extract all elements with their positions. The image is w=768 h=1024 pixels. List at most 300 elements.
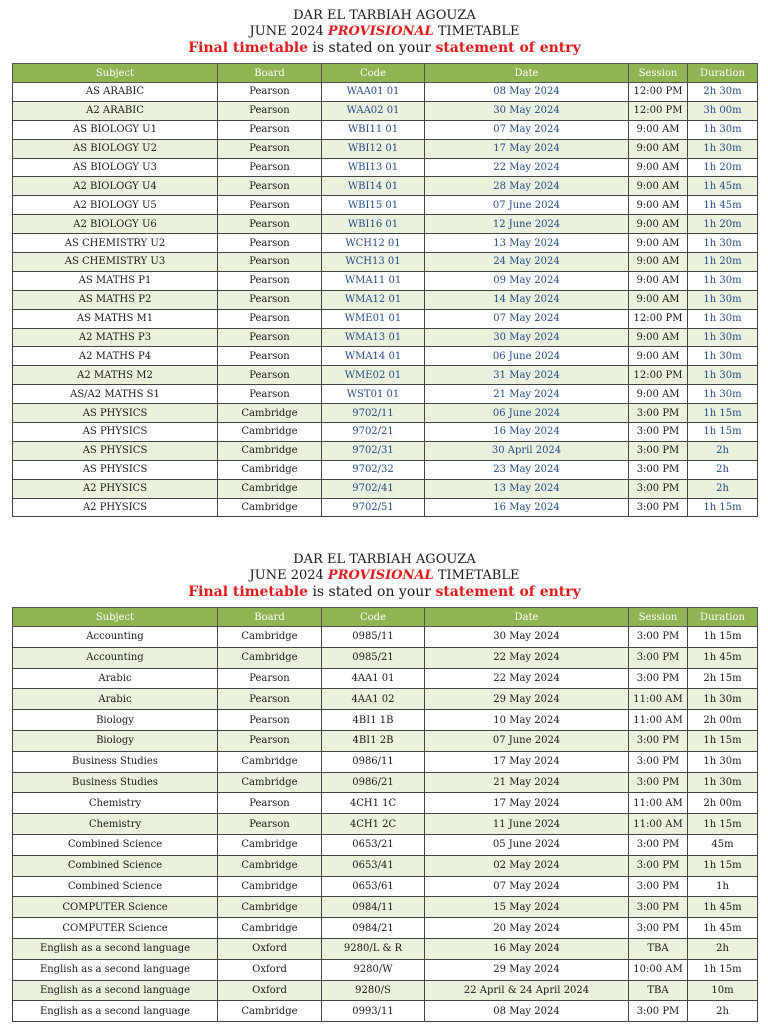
date-cell: 08 May 2024	[425, 83, 629, 102]
board-cell: Pearson	[218, 689, 322, 710]
column-header-date: Date	[425, 64, 629, 83]
date-cell: 31 May 2024	[425, 366, 629, 385]
duration-cell: 1h 45m	[688, 196, 758, 215]
session-cell: 9:00 AM	[629, 215, 688, 234]
final-timetable-text: Final timetable	[188, 40, 308, 56]
table-row	[13, 423, 758, 442]
duration-cell: 2h 00m	[688, 710, 758, 731]
board-cell: Cambridge	[218, 1001, 322, 1022]
session-cell: 3:00 PM	[629, 897, 688, 918]
subject-cell: A2 MATHS P4	[13, 347, 218, 366]
duration-cell: 2h	[688, 938, 758, 959]
subject-cell: AS PHYSICS	[13, 460, 218, 479]
code-cell: 4AA1 02	[322, 689, 425, 710]
date-cell: 24 May 2024	[425, 253, 629, 272]
session-cell: 3:00 PM	[629, 479, 688, 498]
date-cell: 30 April 2024	[425, 441, 629, 460]
column-header-duration: Duration	[688, 64, 758, 83]
subject-cell: AS/A2 MATHS S1	[13, 385, 218, 404]
session-cell: 3:00 PM	[629, 668, 688, 689]
subject-cell: Arabic	[13, 689, 218, 710]
table-row	[13, 959, 758, 980]
duration-cell: 1h 30m	[688, 139, 758, 158]
code-cell: WBI13 01	[322, 158, 425, 177]
column-header-duration: Duration	[688, 608, 758, 627]
table-row	[13, 627, 758, 648]
date-cell: 14 May 2024	[425, 290, 629, 309]
date-cell: 21 May 2024	[425, 385, 629, 404]
code-cell: 9280/L & R	[322, 938, 425, 959]
table-row	[13, 793, 758, 814]
board-cell: Cambridge	[218, 647, 322, 668]
duration-cell: 1h 15m	[688, 423, 758, 442]
session-cell: 3:00 PM	[629, 441, 688, 460]
date-cell: 07 May 2024	[425, 120, 629, 139]
duration-cell: 1h 30m	[688, 328, 758, 347]
code-cell: 4CH1 2C	[322, 814, 425, 835]
subject-cell: A2 MATHS P3	[13, 328, 218, 347]
table-row	[13, 772, 758, 793]
board-cell: Pearson	[218, 271, 322, 290]
code-cell: WCH12 01	[322, 234, 425, 253]
subject-cell: AS PHYSICS	[13, 423, 218, 442]
code-cell: 0993/11	[322, 1001, 425, 1022]
duration-cell: 1h 30m	[688, 385, 758, 404]
session-cell: 11:00 AM	[629, 814, 688, 835]
session-cell: TBA	[629, 938, 688, 959]
subject-cell: Business Studies	[13, 751, 218, 772]
duration-cell: 10m	[688, 980, 758, 1001]
date-cell: 17 May 2024	[425, 751, 629, 772]
table-row	[13, 876, 758, 897]
subject-cell: A2 BIOLOGY U6	[13, 215, 218, 234]
subject-cell: A2 MATHS M2	[13, 366, 218, 385]
duration-cell: 2h 15m	[688, 668, 758, 689]
table-row	[13, 253, 758, 272]
code-cell: 9702/41	[322, 479, 425, 498]
board-cell: Cambridge	[218, 441, 322, 460]
timetable-section-1	[12, 0, 757, 517]
duration-cell: 1h 20m	[688, 253, 758, 272]
code-cell: 4BI1 2B	[322, 730, 425, 751]
code-cell: WBI16 01	[322, 215, 425, 234]
duration-cell: 1h 15m	[688, 814, 758, 835]
school-name: DAR EL TARBIAH AGOUZA	[293, 552, 476, 567]
session-cell: 9:00 AM	[629, 271, 688, 290]
code-cell: WME02 01	[322, 366, 425, 385]
table-row	[13, 751, 758, 772]
table-row	[13, 309, 758, 328]
subject-cell: English as a second language	[13, 938, 218, 959]
table-row	[13, 83, 758, 102]
duration-cell: 45m	[688, 834, 758, 855]
board-cell: Pearson	[218, 730, 322, 751]
code-cell: 9702/32	[322, 460, 425, 479]
code-cell: 9280/S	[322, 980, 425, 1001]
board-cell: Pearson	[218, 385, 322, 404]
board-cell: Cambridge	[218, 751, 322, 772]
table-row	[13, 158, 758, 177]
date-cell: 30 May 2024	[425, 101, 629, 120]
table-row	[13, 814, 758, 835]
session-cell: 10:00 AM	[629, 959, 688, 980]
board-cell: Pearson	[218, 290, 322, 309]
term-label: JUNE 2024	[249, 24, 324, 39]
table-row	[13, 730, 758, 751]
date-cell: 07 June 2024	[425, 196, 629, 215]
subject-cell: Arabic	[13, 668, 218, 689]
subject-cell: A2 PHYSICS	[13, 498, 218, 517]
board-cell: Pearson	[218, 120, 322, 139]
session-cell: TBA	[629, 980, 688, 1001]
duration-cell: 1h 30m	[688, 234, 758, 253]
date-cell: 05 June 2024	[425, 834, 629, 855]
column-header-board: Board	[218, 64, 322, 83]
table-row	[13, 347, 758, 366]
duration-cell: 1h 15m	[688, 498, 758, 517]
date-cell: 29 May 2024	[425, 959, 629, 980]
table-row	[13, 710, 758, 731]
provisional-label: PROVISIONAL	[327, 568, 434, 583]
subject-cell: Accounting	[13, 627, 218, 648]
table-row	[13, 328, 758, 347]
table-row	[13, 290, 758, 309]
column-header-subject: Subject	[13, 64, 218, 83]
duration-cell: 2h 30m	[688, 83, 758, 102]
subject-cell: AS BIOLOGY U2	[13, 139, 218, 158]
code-cell: 0653/21	[322, 834, 425, 855]
code-cell: WBI15 01	[322, 196, 425, 215]
table-row	[13, 834, 758, 855]
session-cell: 3:00 PM	[629, 647, 688, 668]
session-cell: 12:00 PM	[629, 366, 688, 385]
subject-cell: Combined Science	[13, 834, 218, 855]
timetable-word: TIMETABLE	[437, 24, 520, 39]
subject-cell: AS MATHS P1	[13, 271, 218, 290]
duration-cell: 1h 15m	[688, 730, 758, 751]
session-cell: 3:00 PM	[629, 423, 688, 442]
date-cell: 22 May 2024	[425, 158, 629, 177]
code-cell: WMA11 01	[322, 271, 425, 290]
subject-cell: English as a second language	[13, 1001, 218, 1022]
subject-cell: COMPUTER Science	[13, 918, 218, 939]
session-cell: 3:00 PM	[629, 627, 688, 648]
board-cell: Cambridge	[218, 918, 322, 939]
timetable-header-2	[12, 544, 757, 601]
duration-cell: 1h 45m	[688, 918, 758, 939]
column-header-session: Session	[629, 608, 688, 627]
code-cell: WBI12 01	[322, 139, 425, 158]
table-row	[13, 196, 758, 215]
session-cell: 12:00 PM	[629, 101, 688, 120]
code-cell: 0985/21	[322, 647, 425, 668]
duration-cell: 1h 30m	[688, 772, 758, 793]
subject-cell: COMPUTER Science	[13, 897, 218, 918]
duration-cell: 1h 30m	[688, 689, 758, 710]
subject-cell: English as a second language	[13, 959, 218, 980]
board-cell: Cambridge	[218, 479, 322, 498]
table-row	[13, 366, 758, 385]
board-cell: Pearson	[218, 328, 322, 347]
date-cell: 08 May 2024	[425, 1001, 629, 1022]
session-cell: 3:00 PM	[629, 498, 688, 517]
table-row	[13, 647, 758, 668]
date-cell: 17 May 2024	[425, 793, 629, 814]
code-cell: WMA14 01	[322, 347, 425, 366]
duration-cell: 1h 30m	[688, 120, 758, 139]
date-cell: 30 May 2024	[425, 328, 629, 347]
session-cell: 9:00 AM	[629, 290, 688, 309]
statement-of-entry-text: statement of entry	[435, 584, 581, 600]
board-cell: Oxford	[218, 938, 322, 959]
subject-cell: Chemistry	[13, 814, 218, 835]
subject-cell: A2 BIOLOGY U4	[13, 177, 218, 196]
duration-cell: 1h 15m	[688, 404, 758, 423]
duration-cell: 3h 00m	[688, 101, 758, 120]
duration-cell: 1h 30m	[688, 347, 758, 366]
subject-cell: AS MATHS P2	[13, 290, 218, 309]
stated-text: is stated on your	[312, 40, 431, 56]
session-cell: 9:00 AM	[629, 158, 688, 177]
board-cell: Pearson	[218, 309, 322, 328]
statement-of-entry-text: statement of entry	[435, 40, 581, 56]
code-cell: 9702/11	[322, 404, 425, 423]
table-row	[13, 234, 758, 253]
table-row	[13, 215, 758, 234]
date-cell: 11 June 2024	[425, 814, 629, 835]
timetable-word: TIMETABLE	[437, 568, 520, 583]
duration-cell: 1h 45m	[688, 647, 758, 668]
subject-cell: AS ARABIC	[13, 83, 218, 102]
board-cell: Pearson	[218, 814, 322, 835]
term-label: JUNE 2024	[249, 568, 324, 583]
board-cell: Cambridge	[218, 897, 322, 918]
duration-cell: 1h	[688, 876, 758, 897]
code-cell: 0653/41	[322, 855, 425, 876]
code-cell: WMA12 01	[322, 290, 425, 309]
table-row	[13, 177, 758, 196]
date-cell: 22 April & 24 April 2024	[425, 980, 629, 1001]
board-cell: Cambridge	[218, 498, 322, 517]
board-cell: Oxford	[218, 980, 322, 1001]
board-cell: Pearson	[218, 83, 322, 102]
session-cell: 3:00 PM	[629, 730, 688, 751]
table-row	[13, 404, 758, 423]
code-cell: 0653/61	[322, 876, 425, 897]
session-cell: 3:00 PM	[629, 772, 688, 793]
code-cell: 9702/51	[322, 498, 425, 517]
board-cell: Pearson	[218, 139, 322, 158]
date-cell: 06 June 2024	[425, 404, 629, 423]
code-cell: 9702/21	[322, 423, 425, 442]
session-cell: 11:00 AM	[629, 689, 688, 710]
session-cell: 3:00 PM	[629, 751, 688, 772]
code-cell: WST01 01	[322, 385, 425, 404]
code-cell: WCH13 01	[322, 253, 425, 272]
code-cell: 0986/11	[322, 751, 425, 772]
timetable-title	[12, 24, 757, 40]
code-cell: 0985/11	[322, 627, 425, 648]
board-cell: Pearson	[218, 196, 322, 215]
board-cell: Pearson	[218, 234, 322, 253]
table-row	[13, 385, 758, 404]
session-cell: 9:00 AM	[629, 177, 688, 196]
date-cell: 07 June 2024	[425, 730, 629, 751]
code-cell: WMA13 01	[322, 328, 425, 347]
column-header-board: Board	[218, 608, 322, 627]
code-cell: 4BI1 1B	[322, 710, 425, 731]
board-cell: Pearson	[218, 101, 322, 120]
session-cell: 9:00 AM	[629, 347, 688, 366]
date-cell: 23 May 2024	[425, 460, 629, 479]
final-timetable-note	[12, 40, 757, 57]
subject-cell: AS BIOLOGY U3	[13, 158, 218, 177]
duration-cell: 2h 00m	[688, 793, 758, 814]
duration-cell: 1h 15m	[688, 855, 758, 876]
board-cell: Pearson	[218, 366, 322, 385]
date-cell: 13 May 2024	[425, 479, 629, 498]
date-cell: 21 May 2024	[425, 772, 629, 793]
board-cell: Pearson	[218, 253, 322, 272]
final-timetable-note	[12, 584, 757, 601]
session-cell: 9:00 AM	[629, 196, 688, 215]
table-row	[13, 271, 758, 290]
code-cell: WAA01 01	[322, 83, 425, 102]
date-cell: 09 May 2024	[425, 271, 629, 290]
session-cell: 3:00 PM	[629, 404, 688, 423]
date-cell: 30 May 2024	[425, 627, 629, 648]
date-cell: 16 May 2024	[425, 423, 629, 442]
board-cell: Cambridge	[218, 772, 322, 793]
board-cell: Cambridge	[218, 834, 322, 855]
subject-cell: AS MATHS M1	[13, 309, 218, 328]
column-header-subject: Subject	[13, 608, 218, 627]
code-cell: 0984/11	[322, 897, 425, 918]
code-cell: WME01 01	[322, 309, 425, 328]
code-cell: 9702/31	[322, 441, 425, 460]
duration-cell: 1h 45m	[688, 177, 758, 196]
date-cell: 20 May 2024	[425, 918, 629, 939]
session-cell: 9:00 AM	[629, 253, 688, 272]
code-cell: 4CH1 1C	[322, 793, 425, 814]
subject-cell: AS BIOLOGY U1	[13, 120, 218, 139]
duration-cell: 1h 20m	[688, 215, 758, 234]
session-cell: 9:00 AM	[629, 385, 688, 404]
table-row	[13, 689, 758, 710]
code-cell: WBI14 01	[322, 177, 425, 196]
duration-cell: 1h 30m	[688, 309, 758, 328]
board-cell: Cambridge	[218, 855, 322, 876]
date-cell: 22 May 2024	[425, 668, 629, 689]
subject-cell: Biology	[13, 730, 218, 751]
board-cell: Oxford	[218, 959, 322, 980]
subject-cell: AS CHEMISTRY U2	[13, 234, 218, 253]
subject-cell: A2 PHYSICS	[13, 479, 218, 498]
code-cell: 4AA1 01	[322, 668, 425, 689]
subject-cell: A2 ARABIC	[13, 101, 218, 120]
board-cell: Cambridge	[218, 627, 322, 648]
date-cell: 29 May 2024	[425, 689, 629, 710]
subject-cell: A2 BIOLOGY U5	[13, 196, 218, 215]
timetable-table-2	[12, 607, 758, 1022]
date-cell: 07 May 2024	[425, 309, 629, 328]
column-header-date: Date	[425, 608, 629, 627]
code-cell: 0986/21	[322, 772, 425, 793]
subject-cell: AS PHYSICS	[13, 404, 218, 423]
subject-cell: Business Studies	[13, 772, 218, 793]
session-cell: 3:00 PM	[629, 1001, 688, 1022]
subject-cell: Accounting	[13, 647, 218, 668]
duration-cell: 2h	[688, 441, 758, 460]
table-row	[13, 897, 758, 918]
code-cell: WAA02 01	[322, 101, 425, 120]
date-cell: 02 May 2024	[425, 855, 629, 876]
table-row	[13, 101, 758, 120]
subject-cell: Chemistry	[13, 793, 218, 814]
duration-cell: 1h 30m	[688, 366, 758, 385]
duration-cell: 1h 15m	[688, 627, 758, 648]
timetable-section-2	[12, 544, 757, 1022]
board-cell: Pearson	[218, 215, 322, 234]
date-cell: 06 June 2024	[425, 347, 629, 366]
column-header-code: Code	[322, 64, 425, 83]
table-row	[13, 668, 758, 689]
board-cell: Pearson	[218, 710, 322, 731]
table-row	[13, 498, 758, 517]
code-cell: 0984/21	[322, 918, 425, 939]
duration-cell: 1h 30m	[688, 271, 758, 290]
timetable-title	[12, 568, 757, 584]
session-cell: 9:00 AM	[629, 139, 688, 158]
subject-cell: Combined Science	[13, 855, 218, 876]
date-cell: 22 May 2024	[425, 647, 629, 668]
session-cell: 11:00 AM	[629, 710, 688, 731]
date-cell: 13 May 2024	[425, 234, 629, 253]
session-cell: 12:00 PM	[629, 309, 688, 328]
board-cell: Cambridge	[218, 404, 322, 423]
date-cell: 10 May 2024	[425, 710, 629, 731]
session-cell: 3:00 PM	[629, 918, 688, 939]
code-cell: 9280/W	[322, 959, 425, 980]
board-cell: Cambridge	[218, 460, 322, 479]
timetable-header-1	[12, 0, 757, 57]
duration-cell: 1h 30m	[688, 751, 758, 772]
board-cell: Cambridge	[218, 423, 322, 442]
subject-cell: English as a second language	[13, 980, 218, 1001]
subject-cell: AS CHEMISTRY U3	[13, 253, 218, 272]
table-row	[13, 460, 758, 479]
school-name: DAR EL TARBIAH AGOUZA	[293, 8, 476, 23]
table-row	[13, 980, 758, 1001]
board-cell: Pearson	[218, 158, 322, 177]
duration-cell: 2h	[688, 1001, 758, 1022]
date-cell: 15 May 2024	[425, 897, 629, 918]
session-cell: 11:00 AM	[629, 793, 688, 814]
duration-cell: 1h 45m	[688, 897, 758, 918]
session-cell: 12:00 PM	[629, 83, 688, 102]
column-header-code: Code	[322, 608, 425, 627]
board-cell: Pearson	[218, 793, 322, 814]
code-cell: WBI11 01	[322, 120, 425, 139]
provisional-label: PROVISIONAL	[327, 24, 434, 39]
table-row	[13, 441, 758, 460]
timetable-table-1	[12, 63, 758, 517]
date-cell: 28 May 2024	[425, 177, 629, 196]
duration-cell: 2h	[688, 460, 758, 479]
session-cell: 9:00 AM	[629, 120, 688, 139]
date-cell: 16 May 2024	[425, 498, 629, 517]
duration-cell: 1h 15m	[688, 959, 758, 980]
